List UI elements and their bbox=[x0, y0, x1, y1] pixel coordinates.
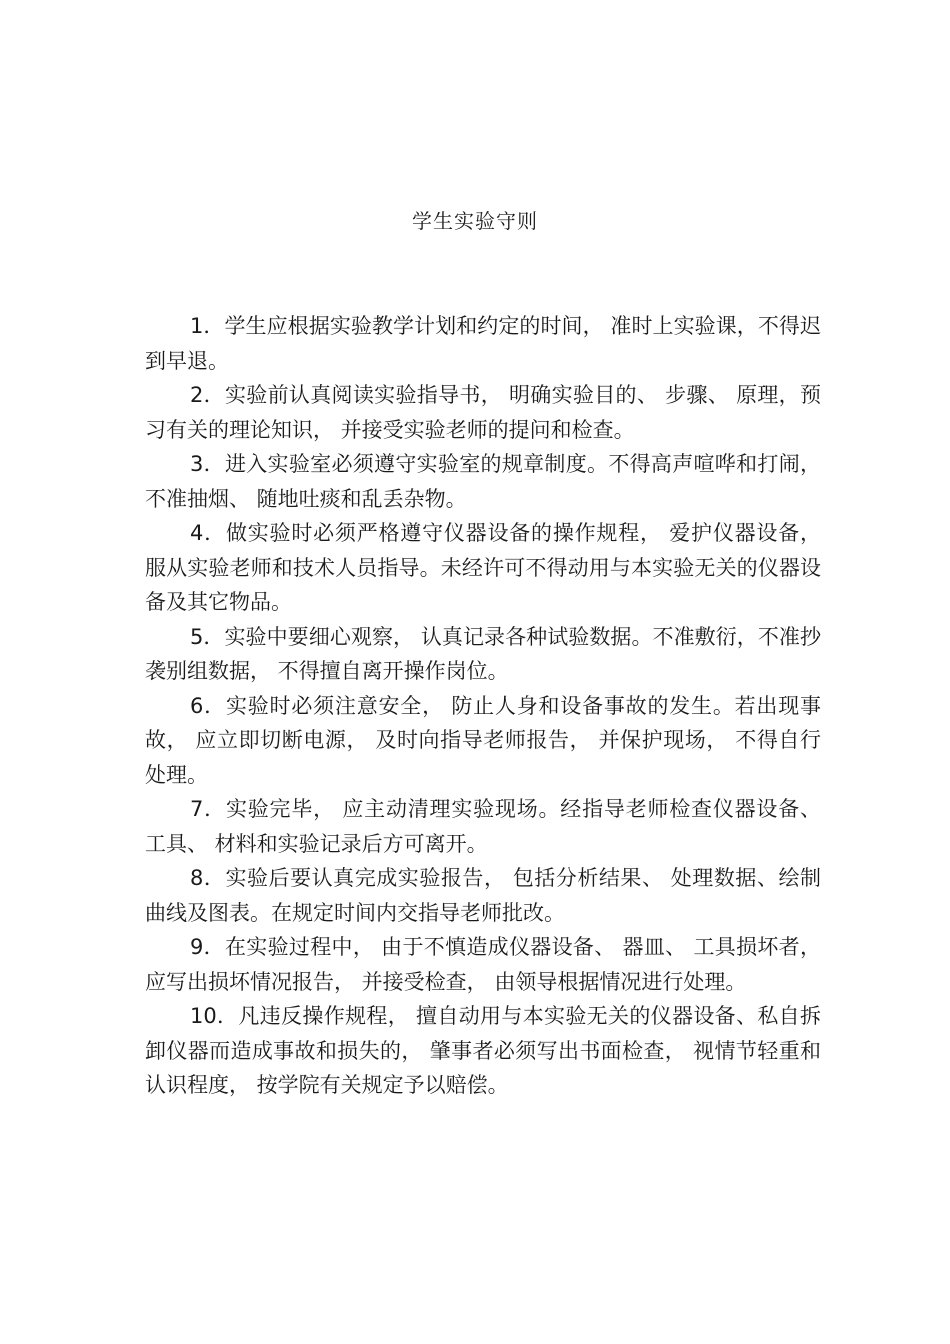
rule-item-4: 4．做实验时必须严格遵守仪器设备的操作规程， 爱护仪器设备， 服从实验老师和技术人员指导。未经许可不得动用与本实验无关的仪器设备及其它物品。 bbox=[145, 521, 821, 614]
rule-item-2: 2．实验前认真阅读实验指导书， 明确实验目的、 步骤、 原理，预习有关的理论知识， 并接受实验老师的提问和检查。 bbox=[145, 383, 821, 442]
rule-item-5: 5．实验中要细心观察， 认真记录各种试验数据。不准敷衍，不准抄袭别组数据， 不得擅自离开操作岗位。 bbox=[145, 624, 821, 683]
rule-item-8: 8．实验后要认真完成实验报告， 包括分析结果、 处理数据、绘制曲线及图表。在规定时间内交指导老师批改。 bbox=[145, 866, 821, 925]
page-title: 学生实验守则 bbox=[412, 209, 538, 233]
rule-item-7: 7．实验完毕， 应主动清理实验现场。经指导老师检查仪器设备、 工具、 材料和实验记录后方可离开。 bbox=[145, 797, 821, 856]
rule-item-10: 10．凡违反操作规程， 擅自动用与本实验无关的仪器设备、私自拆卸仪器而造成事故和损失的， 肇事者必须写出书面检查， 视情节轻重和认识程度， 按学院有关规定予以赔偿。 bbox=[145, 1004, 821, 1097]
rules-list bbox=[145, 309, 821, 1103]
rule-item-9: 9．在实验过程中， 由于不慎造成仪器设备、 器皿、 工具损坏者， 应写出损坏情况报告， 并接受检查， 由领导根据情况进行处理。 bbox=[145, 935, 821, 994]
rule-item-6: 6．实验时必须注意安全， 防止人身和设备事故的发生。若出现事故， 应立即切断电源， 及时向指导老师报告， 并保护现场， 不得自行处理。 bbox=[145, 693, 821, 787]
rule-item-3: 3．进入实验室必须遵守实验室的规章制度。不得高声喧哗和打闹， 不准抽烟、 随地吐痰和乱丢杂物。 bbox=[145, 452, 821, 511]
rule-item-1: 1．学生应根据实验教学计划和约定的时间， 准时上实验课，不得迟到早退。 bbox=[145, 314, 821, 373]
